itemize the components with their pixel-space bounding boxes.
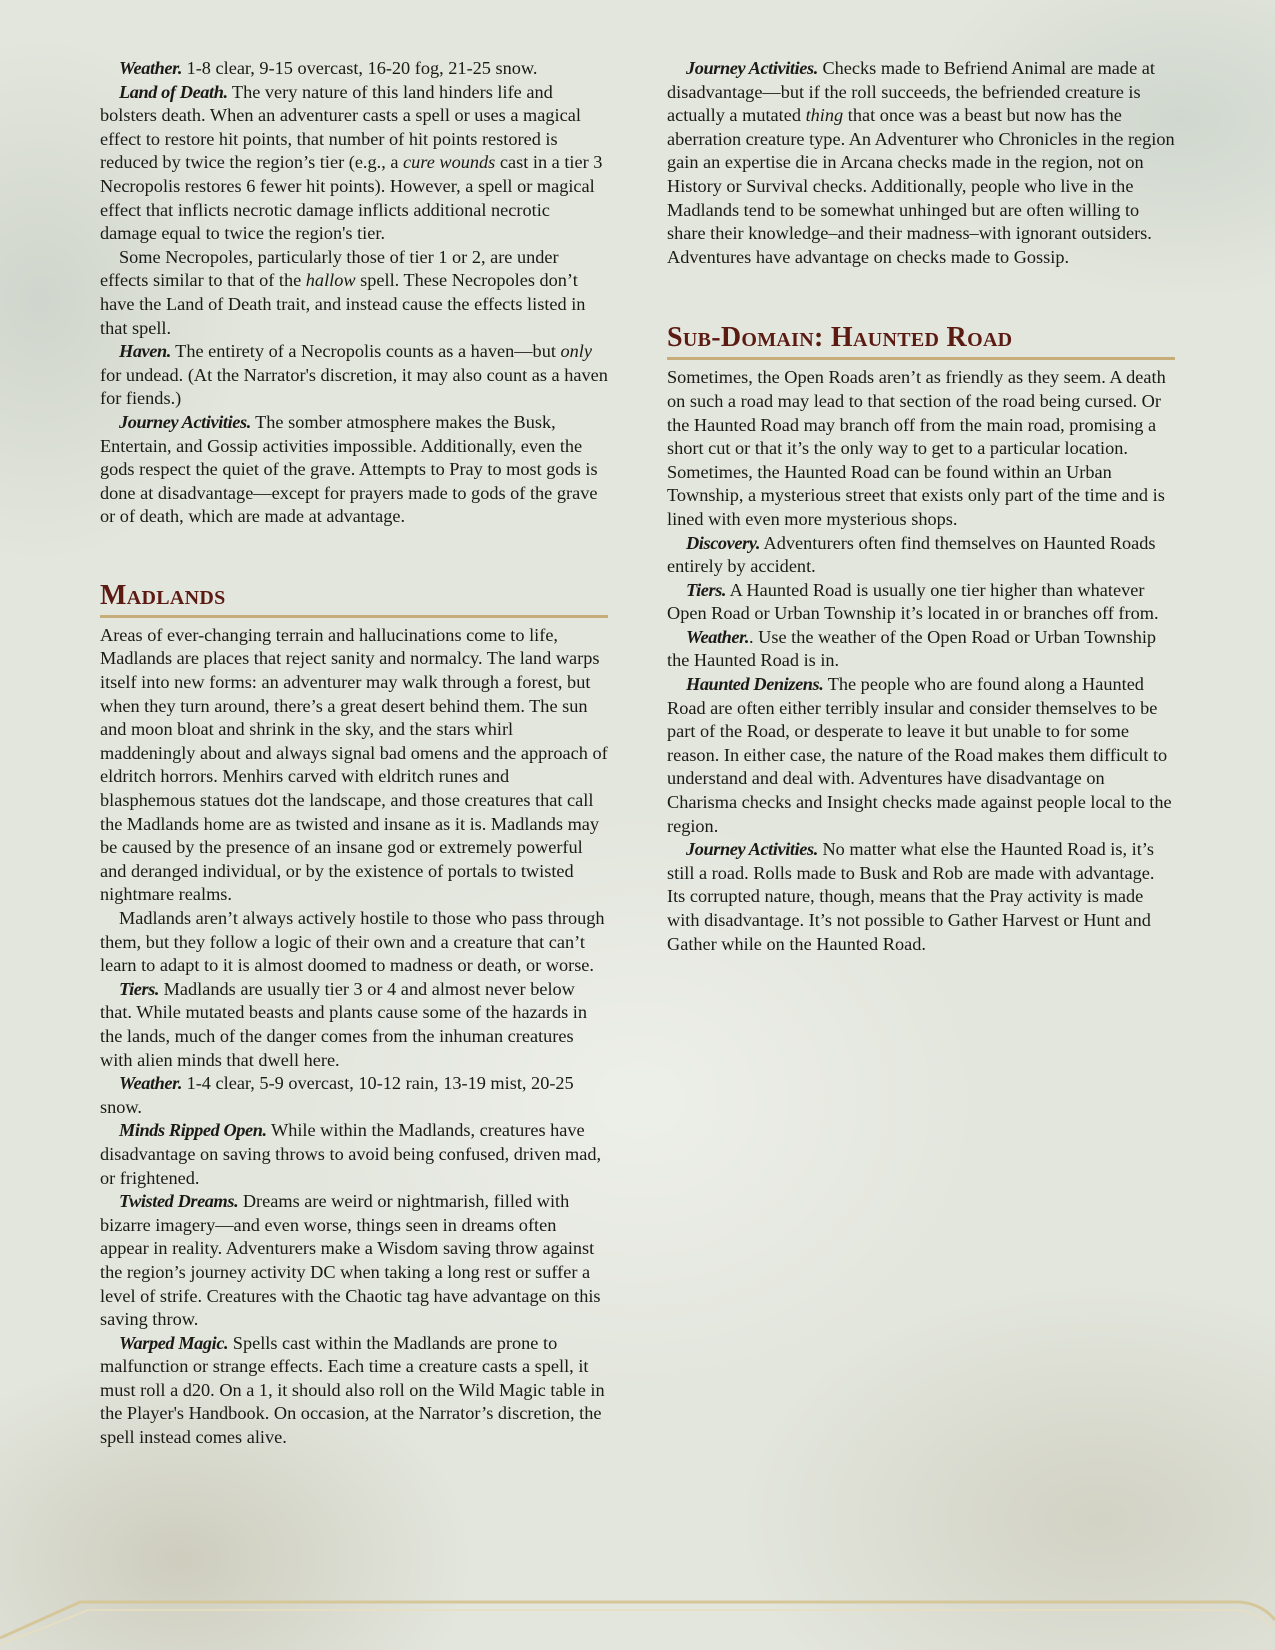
weather-paragraph: Weather. 1-8 clear, 9-15 overcast, 16-20 fog, 21-25 snow.: [119, 58, 538, 78]
madlands-intro-paragraph: Areas of ever-changing terrain and hallucinations come to life, Madlands are places that reject sanity and normalcy. The land warps itself into new forms: an adventurer may walk through a forest, but when they turn around, there’s a great desert behind them. The sun and moon bloat and shrink in the sky, and the stars whirl maddeningly about and always signal bad omens and the approach of eldritch horrors. Menhirs carved with eldritch runes and blasphemous statues dot the landscape, and those creatures that call the Madlands home are as twisted and insane as it is. Madlands may be caused by the presence of an insane god or extremely powerful and deranged individual, or by the existence of portals to twisted nightmare realms.: [100, 624, 608, 905]
page-footer-ornament: [0, 1580, 1275, 1650]
run-in-title: Land of Death.: [119, 81, 228, 102]
run-in-title: Discovery.: [686, 532, 760, 553]
haunted-road-intro-paragraph: Sometimes, the Open Roads aren’t as friendly as they seem. A death on such a road may lead to that section of the road being cursed. Or the Haunted Road may branch off from the main road, promising a short cut or that it’s the only way to get to a particular location. Sometimes, the Haunted Road can be found within an Urban Township, a mysterious street that exists only part of the time and is lined with even more mysterious shops.: [667, 367, 1166, 529]
journey-activities-paragraph: Journey Activities. The somber atmosphere makes the Busk, Entertain, and Gossip activities impossible. Additionally, even the gods respect the quiet of the grave. Attempts to Pray to most gods is done at disadvantage—except for prayers made to gods of the grave or of death, which are made at advantage.: [100, 411, 598, 527]
twisted-dreams-paragraph: Twisted Dreams. Dreams are weird or nightmarish, filled with bizarre imagery—and even worse, things seen in dreams often appear in reality. Adventurers make a Wisdom saving throw against the region’s journey activity DC when taking a long rest or suffer a level of strife. Creatures with the Chaotic tag have advantage on this saving throw.: [100, 1191, 601, 1330]
run-in-title: Weather.: [119, 58, 182, 78]
haunted-tiers-paragraph: Tiers. A Haunted Road is usually one tier higher than whatever Open Road or Urban Township it’s located in or branches off from.: [667, 579, 1159, 624]
run-in-title: Journey Activities.: [119, 411, 251, 432]
necropoles-paragraph: Some Necropoles, particularly those of tier 1 or 2, are under effects similar to that of the hallow spell. These Necropoles don’t have the Land of Death trait, and instead cause the effects listed in that spell.: [100, 246, 586, 338]
right-column: [667, 57, 1175, 956]
madlands-weather-paragraph: Weather. 1-4 clear, 5-9 overcast, 10-12 rain, 13-19 mist, 20-25 snow.: [100, 1073, 574, 1117]
madlands-heading: Madlands: [100, 579, 608, 618]
run-in-title: Haven.: [119, 341, 171, 362]
run-in-title: Twisted Dreams.: [119, 1191, 239, 1212]
land-of-death-paragraph: Land of Death. The very nature of this land hinders life and bolsters death. When an adventurer casts a spell or uses a magical effect to restore hit points, that number of hit points restored is reduced by twice the region’s tier (e.g., a cure wounds cast in a tier 3 Necropolis restores 6 fewer hit points). However, a spell or magical effect that inflicts necrotic damage inflicts additional necrotic damage equal to twice the region's tier.: [100, 81, 603, 244]
madlands-hostility-paragraph: Madlands aren’t always actively hostile to those who pass through them, but they follow a logic of their own and a creature that can’t learn to adapt to it is almost doomed to madness or death, or worse.: [100, 908, 605, 976]
run-in-title: Weather.: [686, 626, 749, 647]
minds-ripped-open-paragraph: Minds Ripped Open. While within the Madlands, creatures have disadvantage on saving throws to avoid being confused, driven mad, or frightened.: [100, 1120, 602, 1188]
haunted-denizens-paragraph: Haunted Denizens. The people who are found along a Haunted Road are often either terribly insular and consider themselves to be part of the Road, or desperate to leave it but unable to for some reason. In either case, the nature of the Road makes them difficult to understand and deal with. Adventures have disadvantage on Charisma checks and Insight checks made against people local to the region.: [667, 674, 1172, 836]
haunted-weather-paragraph: Weather.. Use the weather of the Open Road or Urban Township the Haunted Road is in.: [667, 626, 1157, 671]
warped-magic-paragraph: Warped Magic. Spells cast within the Madlands are prone to malfunction or strange effects. Each time a creature casts a spell, it must roll a d20. On a 1, it should also roll on the Wild Magic table in the Player's Handbook. On occasion, at the Narrator’s discretion, the spell instead comes alive.: [100, 1332, 605, 1448]
run-in-title: Warped Magic.: [119, 1332, 229, 1353]
run-in-title: Journey Activities.: [686, 58, 818, 78]
haunted-journey-activities-paragraph: Journey Activities. No matter what else the Haunted Road is, it’s still a road. Rolls made to Busk and Rob are made with advantage. Its corrupted nature, though, means that the Pray activity is made with disadvantage. It’s not possible to Gather Harvest or Hunt and Gather while on the Haunted Road.: [667, 839, 1155, 954]
run-in-title: Minds Ripped Open.: [119, 1120, 267, 1141]
left-column: [100, 57, 608, 1450]
run-in-title: Tiers.: [686, 579, 727, 600]
tiers-paragraph: Tiers. Madlands are usually tier 3 or 4 and almost never below that. While mutated beasts and plants cause some of the hazards in the lands, much of the danger comes from the inhuman creatures with alien minds that dwell here.: [100, 978, 588, 1070]
run-in-title: Haunted Denizens.: [686, 674, 824, 695]
haven-paragraph: Haven. The entirety of a Necropolis counts as a haven—but only for undead. (At the Narrator's discretion, it may also count as a haven for fiends.): [100, 341, 608, 409]
run-in-title: Weather.: [119, 1073, 182, 1094]
madlands-journey-activities-paragraph: Journey Activities. Checks made to Befriend Animal are made at disadvantage—but if the roll succeeds, the befriended creature is actually a mutated thing that once was a beast but now has the aberration creature type. An Adventurer who Chronicles in the region gain an expertise die in Arcana checks made in the region, not on History or Survival checks. Additionally, people who live in the Madlands tend to be somewhat unhinged but are often willing to share their knowledge–and their madness–with ignorant outsiders. Adventures have advantage on checks made to Gossip.: [667, 58, 1175, 267]
run-in-title: Tiers.: [119, 978, 160, 999]
run-in-title: Journey Activities.: [686, 839, 818, 860]
discovery-paragraph: Discovery. Adventurers often find themselves on Haunted Roads entirely by accident.: [667, 532, 1156, 577]
haunted-road-heading: Sub-Domain: Haunted Road: [667, 321, 1175, 360]
